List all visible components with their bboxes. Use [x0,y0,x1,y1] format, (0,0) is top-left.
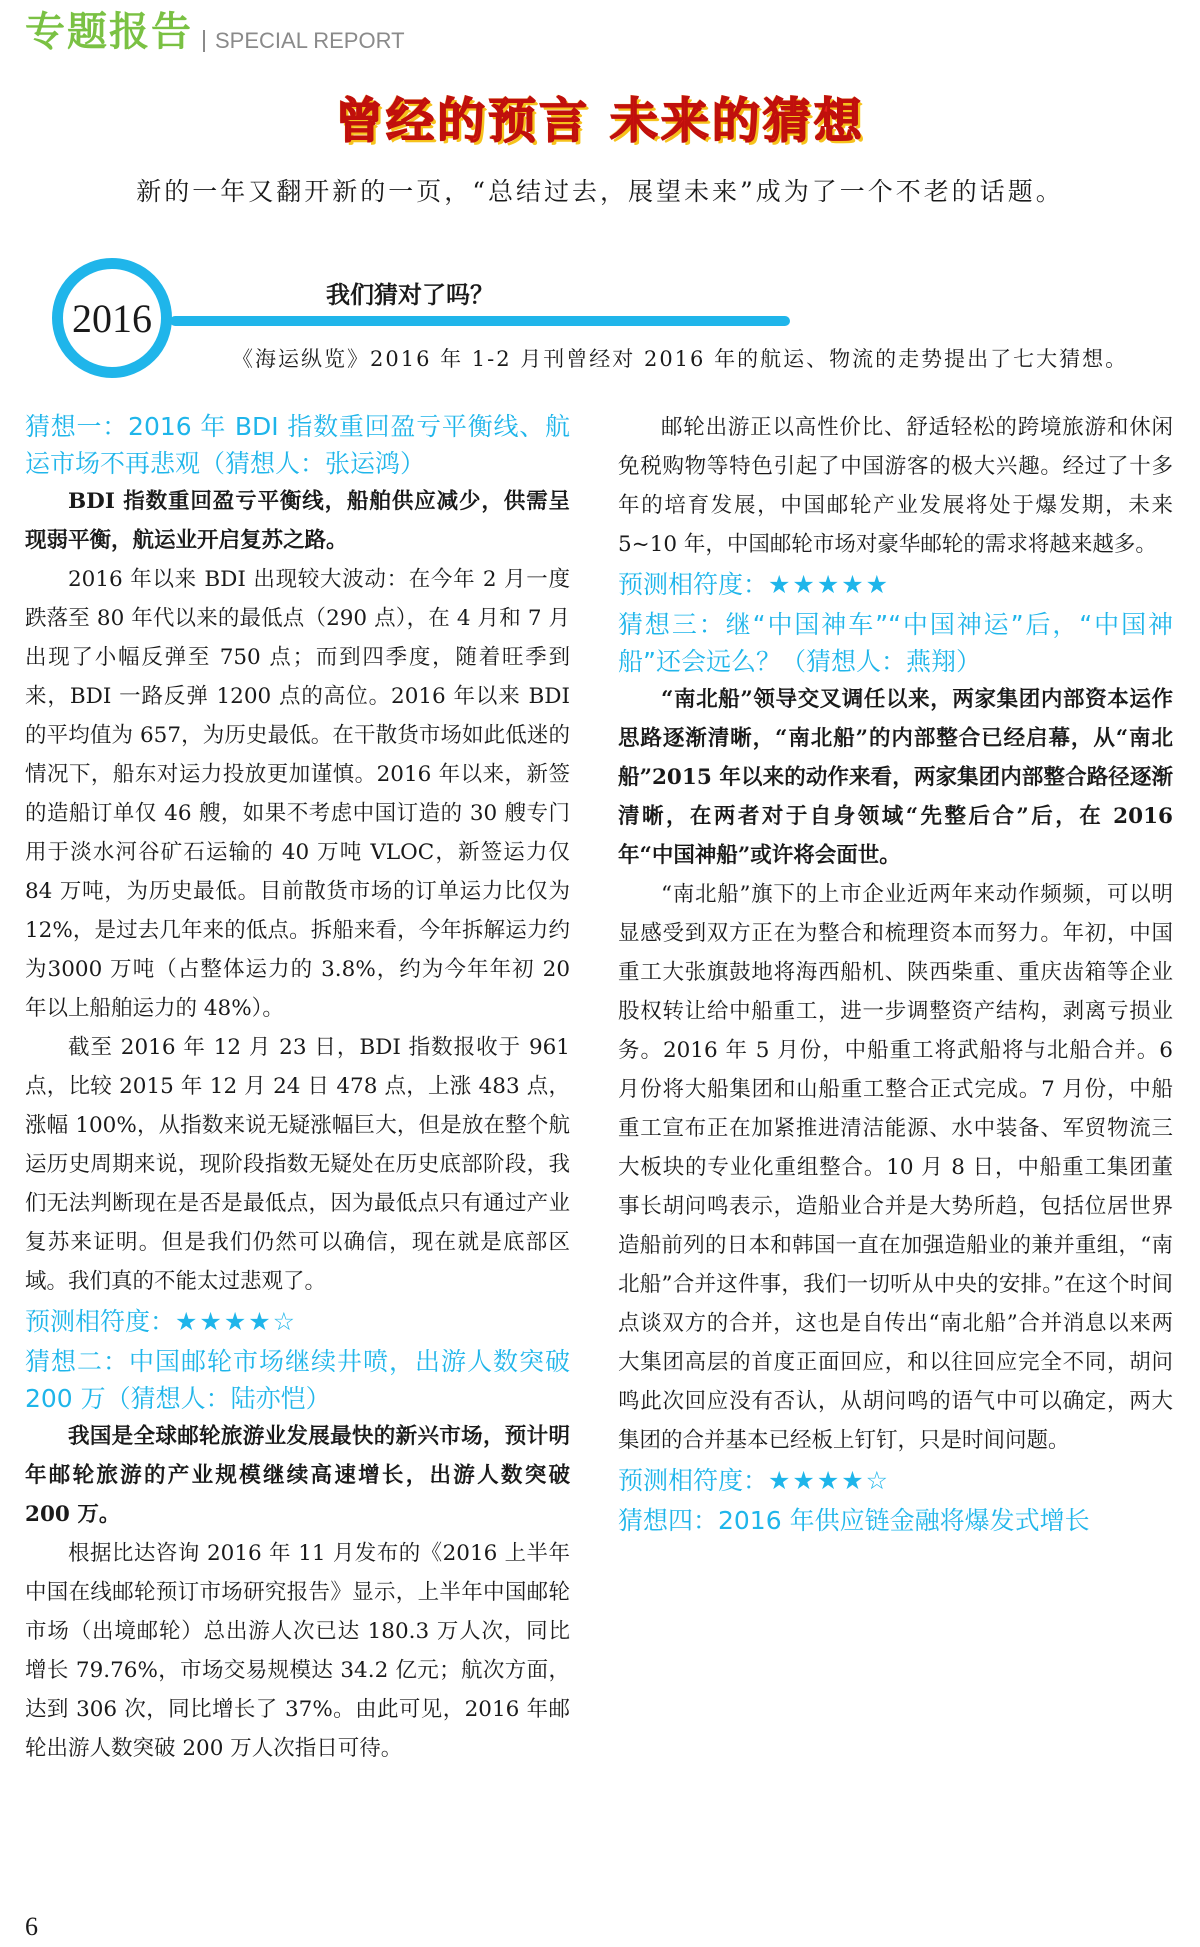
rating-label: 预测相符度： [618,570,769,599]
guess3-paragraph-1: “南北船”旗下的上市企业近两年来动作频频，可以明显感受到双方正在为整合和梳理资本而努力。年初，中国重工大张旗鼓地将海西船机、陕西柴重、重庆齿箱等企业股权转让给中船重工，进一步调整资产结构，剥离亏损业务。2016 年 5 月份，中船重工将武船将与北船合并。6 月份将大船集团和山船重工整合正式完成。7 月份，中船重工宣布正在加紧推进清洁能源、水中装备、军贸物流三大板块的专业化重组整合。10 月 8 日，中船重工集团董事长胡问鸣表示，造船业合并是大势所趋，包括位居世界造船前列的日本和韩国一直在加强造船业的兼并重组，“南北船”合并这件事，我们一切听从中央的安排。”在这个时间点谈双方的合并，这也是自传出“南北船”合并消息以来两大集团高层的首度正面回应，和以往回应完全不同，胡问鸣此次回应没有否认，从胡问鸣的语气中可以确定，两大集团的合并基本已经板上钉钉，只是时间问题。 [618,882,1173,1453]
guess1-paragraph-1: 2016 年以来 BDI 出现较大波动：在今年 2 月一度跌落至 80 年代以来的最低点（290 点），在 4 月和 7 月出现了小幅反弹至 750 点；而到四季度，随着旺季到来，BDI 一路反弹 1200 点的高位。2016 年以来 BDI 的平均值为 657，为历史最低。在干散货市场如此低迷的情况下，船东对运力投放更加谨慎。2016 年以来，新签的造船订单仅 46 艘，如果不考虑中国订造的 30 艘专门用于淡水河谷矿石运输的 40 万吨 VLOC，新签运力仅 84 万吨，为历史最低。目前散货市场的订单运力比仅为 12%，是过去几年来的低点。拆船来看，今年拆解运力约为3000 万吨（占整体运力的 3.8%，约为今年年初 20 年以上船舶运力的 48%）。 [25,567,570,1021]
left-column [25,408,570,1768]
page-number: 6 [25,1912,38,1941]
guess3-lead: “南北船”领导交叉调任以来，两家集团内部资本运作思路逐渐清晰，“南北船”的内部整合已经启幕，从“南北船”2015 年以来的动作来看，两家集团内部整合路径逐渐清晰，在两者对于自身领域“先整后合”后，在 2016 年“中国神船”或许将会面世。 [618,687,1173,868]
guess4-title: 猜想四：2016 年供应链金融将爆发式增长 [618,1506,1090,1535]
guess3-rating [618,1460,1173,1502]
decorative-line [170,316,790,326]
guess1-title: 猜想一：2016 年 BDI 指数重回盈亏平衡线、航运市场不再悲观（猜想人：张运鸿） [25,412,570,478]
guess2-rating [618,564,1173,606]
intro-text: 新的一年又翻开新的一页，“总结过去，展望未来”成为了一个不老的话题。 [136,177,1064,206]
guess2-paragraph-1: 根据比达咨询 2016 年 11 月发布的《2016 上半年中国在线邮轮预订市场研究报告》显示，上半年中国邮轮市场（出境邮轮）总出游人次已达 180.3 万人次，同比增长 79.76%，市场交易规模达 34.2 亿元；航次方面，达到 306 次，同比增长了 37%。由此可见，2016 年邮轮出游人数突破 200 万人次指日可待。 [25,1541,570,1761]
right-column [618,408,1173,1539]
section-label-cn: 专题报告 [25,9,193,55]
guess3-title: 猜想三：继“中国神车”“中国神运”后，“中国神船”还会远么？（猜想人：燕翔） [618,610,1173,676]
section-header [25,8,405,56]
section-label-en: SPECIAL REPORT [203,30,405,52]
guess2-paragraph-2: 邮轮出游正以高性价比、舒适轻松的跨境旅游和休闲免税购物等特色引起了中国游客的极大兴趣。经过了十多年的培育发展，中国邮轮产业发展将处于爆发期，未来 5~10 年，中国邮轮市场对豪华邮轮的需求将越来越多。 [618,415,1173,557]
rating-stars: ★★★★☆ [768,1466,891,1495]
guess1-paragraph-2: 截至 2016 年 12 月 23 日，BDI 指数报收于 961 点，比较 2015 年 12 月 24 日 478 点，上涨 483 点，涨幅 100%，从指数来说无疑涨幅巨大，但是放在整个航运历史周期来说，现阶段指数无疑处在历史底部阶段，我们无法判断现在是否是最低点，因为最低点只有通过产业复苏来证明。但是我们仍然可以确信，现在就是底部区域。我们真的不能太过悲观了。 [25,1035,570,1294]
guess2-title: 猜想二：中国邮轮市场继续井喷，出游人数突破 200 万（猜想人：陆亦恺） [25,1347,570,1413]
rating-stars: ★★★★★ [768,570,891,599]
guess1-lead: BDI 指数重回盈亏平衡线，船舶供应减少，供需呈现弱平衡，航运业开启复苏之路。 [25,489,570,553]
section-note: 《海运纵览》2016 年 1-2 月刊曾经对 2016 年的航运、物流的走势提出了七大猜想。 [232,347,1129,371]
rating-stars: ★★★★☆ [175,1307,298,1336]
section-subtitle: 我们猜对了吗？ [326,281,494,309]
year-text: 2016 [72,295,152,341]
page-title: 曾经的预言 未来的猜想 [335,93,865,149]
rating-label: 预测相符度： [25,1307,176,1336]
guess1-rating [25,1301,570,1343]
guess2-lead: 我国是全球邮轮旅游业发展最快的新兴市场，预计明年邮轮旅游的产业规模继续高速增长，出游人数突破 200 万。 [25,1424,570,1527]
rating-label: 预测相符度： [618,1466,769,1495]
year-badge [52,258,172,378]
